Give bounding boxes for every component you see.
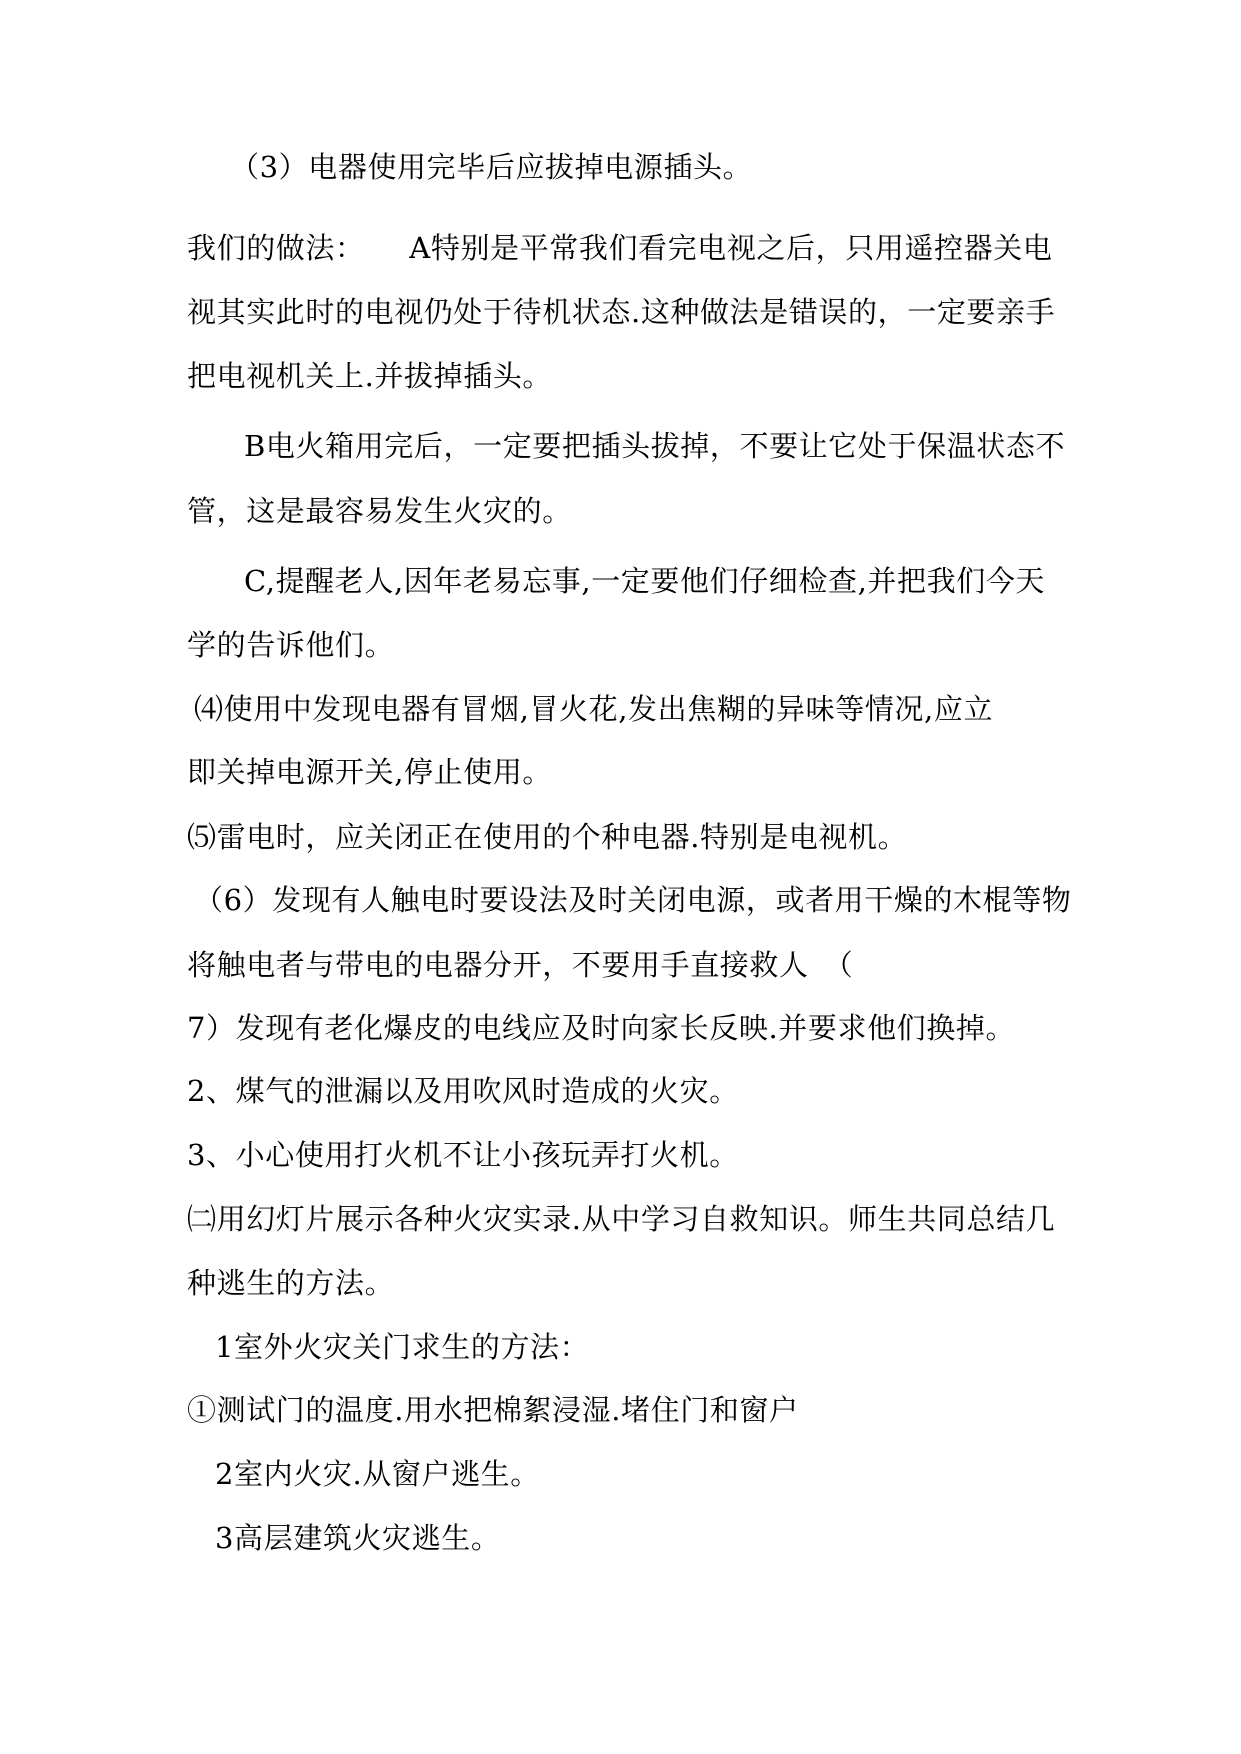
- text-line: 即关掉电源开关,停止使用。: [187, 755, 553, 789]
- text-line: ⑸雷电时，应关闭正在使用的个种电器.特别是电视机。: [187, 820, 908, 854]
- text-line: 3、小心使用打火机不让小孩玩弄打火机。: [187, 1138, 739, 1172]
- text-line: 学的告诉他们。: [187, 628, 395, 662]
- text-line: 把电视机关上.并拔掉插头。: [187, 359, 553, 393]
- text-line: ㈡用幻灯片展示各种火灾实录.从中学习自救知识。师生共同总结几: [187, 1202, 1056, 1236]
- text-line: 管，这是最容易发生火灾的。: [187, 494, 572, 528]
- text-line: B电火箱用完后，一定要把插头拔掉，不要让它处于保温状态不: [244, 429, 1066, 463]
- text-line: ①测试门的温度.用水把棉絮浸湿.堵住门和窗户: [187, 1393, 799, 1427]
- text-line: 7）发现有老化爆皮的电线应及时向家长反映.并要求他们换掉。: [187, 1011, 1016, 1045]
- text-line: 种逃生的方法。: [187, 1266, 395, 1300]
- text-line: 视其实此时的电视仍处于待机状态.这种做法是错误的，一定要亲手: [187, 295, 1056, 329]
- text-line: 我们的做法： A特别是平常我们看完电视之后，只用遥控器关电: [187, 231, 1053, 265]
- text-line: 3高层建筑火灾逃生。: [215, 1521, 501, 1555]
- text-line: 2室内火灾.从窗户逃生。: [215, 1457, 540, 1491]
- text-line: ⑷使用中发现电器有冒烟,冒火花,发出焦糊的异味等情况,应立: [194, 692, 994, 726]
- text-line: （3）电器使用完毕后应拔掉电源插头。: [230, 150, 753, 184]
- text-line: C,提醒老人,因年老易忘事,一定要他们仔细检查,并把我们今天: [244, 564, 1046, 598]
- text-line: 1室外火灾关门求生的方法：: [215, 1330, 590, 1364]
- text-line: （6）发现有人触电时要设法及时关闭电源，或者用干燥的木棍等物: [194, 883, 1072, 917]
- text-line: 将触电者与带电的电器分开，不要用手直接救人 （: [187, 948, 854, 982]
- text-line: 2、煤气的泄漏以及用吹风时造成的火灾。: [187, 1074, 739, 1108]
